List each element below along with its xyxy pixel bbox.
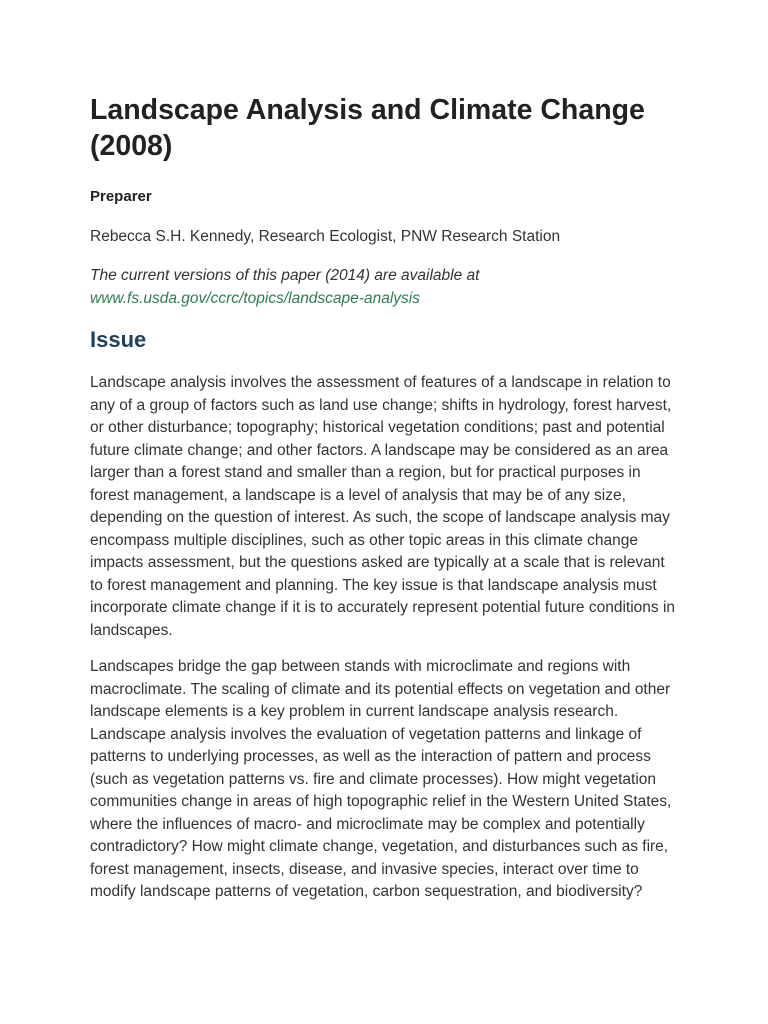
page-title: Landscape Analysis and Climate Change (2008) (90, 94, 645, 162)
current-version-note-text: The current versions of this paper (2014) are available at (90, 267, 480, 284)
issue-paragraph-1: Landscape analysis involves the assessment of features of a landscape in relation to any of a group of factors such as land use change; shifts in hydrology, forest harvest, or other disturbance; topography; historical vegetation conditions; past and potential future climate change; and other factors. A landscape may be considered as an area larger than a forest stand and smaller than a region, but for practical purposes in forest management, a landscape is a level of analysis that may be of any size, depending on the question of interest. As such, the scope of landscape analysis may encompass multiple disciplines, such as other topic areas in this climate change impacts assessment, but the questions asked are typically at a scale that is relevant to forest management and planning. The key issue is that landscape analysis must incorporate climate change if it is to accurately represent potential future conditions in landscapes. (90, 374, 676, 639)
issue-paragraph-2: Landscapes bridge the gap between stands with microclimate and regions with macroclimate. The scaling of climate and its potential effects on vegetation and other landscape elements is a key problem in current landscape analysis research. Landscape analysis involves the evaluation of vegetation patterns and linkage of patterns to underlying processes, as well as the interaction of pattern and process (such as vegetation patterns vs. fire and climate processes). How might vegetation communities change in areas of high topographic relief in the Western United States, where the influences of macro- and microclimate may be complex and potentially contradictory? How might climate change, vegetation, and disturbances such as fire, forest management, insects, disease, and invasive species, interact over time to modify landscape patterns of vegetation, carbon sequestration, and biodiversity? (90, 658, 672, 900)
preparer-name: Rebecca S.H. Kennedy, Research Ecologist, PNW Research Station (90, 228, 561, 245)
preparer-heading: Preparer (90, 188, 152, 205)
issue-heading: Issue (90, 327, 147, 352)
landscape-analysis-link[interactable]: www.fs.usda.gov/ccrc/topics/landscape-analysis (90, 290, 420, 307)
current-version-note (90, 264, 680, 310)
